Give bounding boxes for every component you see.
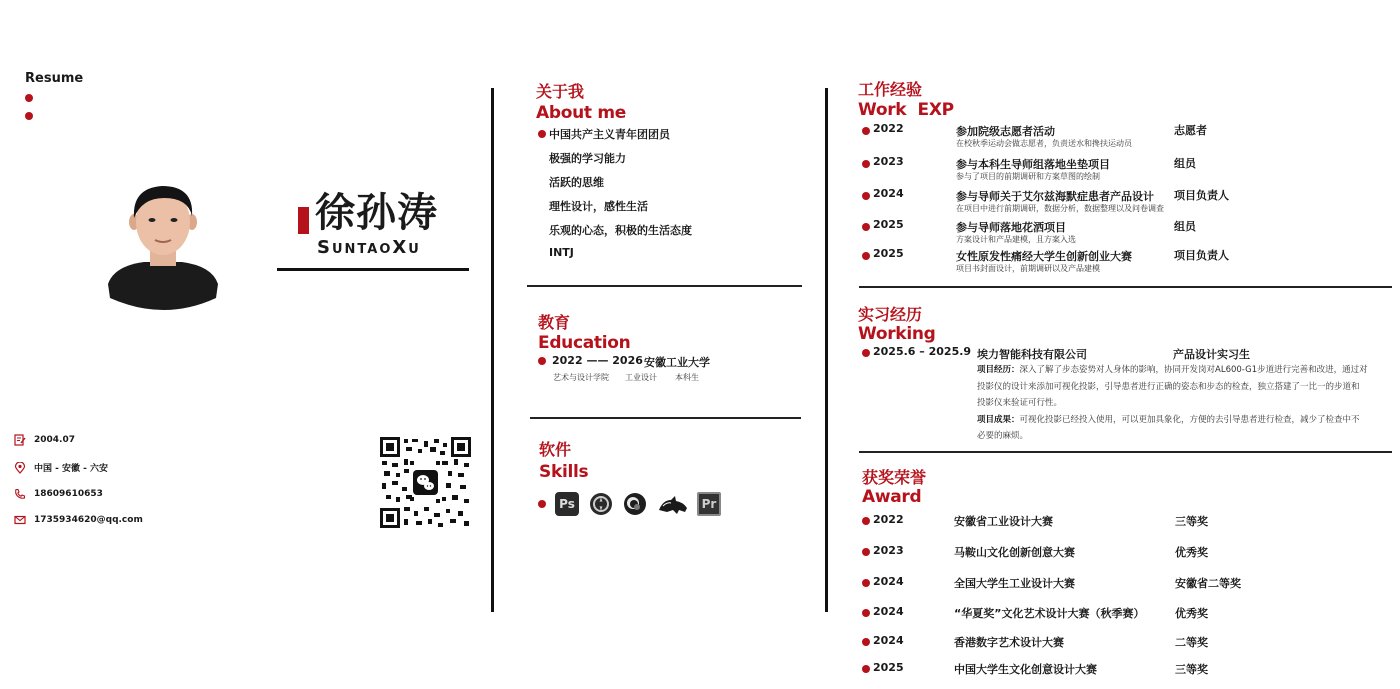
education-divider [530, 417, 801, 419]
skills-dot [538, 500, 546, 508]
work-title-cn: 工作经验 [858, 80, 923, 99]
header-dot-2 [25, 112, 33, 120]
edit-icon [14, 434, 26, 446]
award-title-en: Award [862, 487, 922, 507]
education-title-en: Education [538, 333, 631, 353]
education-period: 2022 —— 2026 [552, 354, 643, 367]
wechat-qr-code[interactable] [380, 437, 471, 528]
name-cn: 徐孙涛 [315, 190, 438, 236]
education-school: 安徽工业大学 [644, 356, 710, 369]
work-divider [859, 286, 1392, 288]
about-item: 活跃的思维 [549, 176, 604, 189]
award-title-cn: 获奖荣誉 [862, 468, 927, 487]
location-icon [14, 462, 26, 474]
left-divider [491, 88, 494, 612]
skills-title-cn: 软件 [539, 440, 572, 459]
contact-birth-text: 2004.07 [34, 435, 75, 445]
internship-period: 2025.6 – 2025.9 [873, 345, 972, 358]
avatar [104, 180, 222, 314]
about-title-cn: 关于我 [536, 82, 585, 101]
contact-phone-text: 18609610653 [34, 489, 103, 499]
internship-title-en: Working [858, 324, 936, 344]
education-major: 工业设计 [625, 373, 657, 382]
internship-exp: 项目经历：深入了解了步态姿势对人身体的影响，协同开发岗对AL600-G1步道进行完善和改进，通过对 投影仪的设计来添加可视化投影，引导患者进行正确的姿态和步态的检查，独立搭建了一比一的步道和 投影仪来验证可行性。 项目成果：可视化投影已经投入使用，可以更加具象化，方便的去引导患者进行检查，减少了检查中不 必要的麻烦。 [977, 365, 1368, 441]
internship-title-cn: 实习经历 [858, 305, 923, 324]
internship-divider [859, 451, 1392, 453]
award-item: 2025 中国大学生文化创意设计大赛 三等奖 [862, 661, 1392, 679]
work-item: 2022 参加院级志愿者活动 在校秋季运动会做志愿者，负责送水和搀扶运动员 志愿者 [862, 122, 1392, 152]
resume-label: Resume [25, 71, 84, 86]
photoshop-icon: Ps [555, 492, 579, 516]
education-college: 艺术与设计学院 [553, 373, 609, 382]
contact-email-text: 1735934620@qq.com [34, 515, 143, 525]
internship-position: 产品设计实习生 [1173, 348, 1250, 361]
name-en: SuntaoXu [317, 237, 421, 258]
award-item: 2023 马鞍山文化创新创意大赛 优秀奖 [862, 544, 1392, 562]
premiere-icon: Pr [697, 492, 721, 516]
keyshot-icon [589, 492, 613, 516]
education-dot [538, 357, 546, 365]
name-accent-bar [298, 207, 309, 234]
award-item: 2024 香港数字艺术设计大赛 二等奖 [862, 634, 1392, 652]
education-title-cn: 教育 [538, 313, 571, 332]
about-dot [538, 130, 546, 138]
award-item: 2024 “华夏奖”文化艺术设计大赛（秋季赛） 优秀奖 [862, 605, 1392, 623]
contact-phone [14, 488, 103, 500]
skills-title-en: Skills [539, 462, 589, 482]
phone-icon [14, 488, 26, 500]
internship-dot [862, 349, 870, 357]
about-item: 中国共产主义青年团团员 [549, 128, 670, 141]
work-item: 2023 参与本科生导师组落地坐垫项目 参与了项目的前期调研和方案草图的绘制 组员 [862, 155, 1392, 185]
award-item: 2024 全国大学生工业设计大赛 安徽省二等奖 [862, 575, 1392, 593]
contact-location-text: 中国 - 安徽 - 六安 [34, 464, 109, 474]
education-degree: 本科生 [675, 373, 699, 382]
award-item: 2022 安徽省工业设计大赛 三等奖 [862, 513, 1392, 531]
about-item: INTJ [549, 246, 574, 259]
about-item: 乐观的心态，积极的生活态度 [549, 224, 692, 237]
about-divider [527, 285, 802, 287]
name-underline [277, 268, 469, 271]
rhino-icon [657, 492, 689, 516]
c4d-icon [623, 492, 647, 516]
about-item: 极强的学习能力 [549, 152, 626, 165]
contact-email [14, 514, 143, 526]
mail-icon [14, 514, 26, 526]
contact-location [14, 461, 108, 474]
about-title-en: About me [536, 103, 626, 123]
work-item: 2025 女性原发性痛经大学生创新创业大赛 项目书封面设计，前期调研以及产品建模 项目负责人 [862, 247, 1392, 277]
right-divider [825, 88, 828, 612]
about-item: 理性设计，感性生活 [549, 200, 648, 213]
internship-company: 埃力智能科技有限公司 [977, 348, 1087, 361]
contact-birth [14, 434, 75, 446]
header-dot-1 [25, 94, 33, 102]
work-item: 2025 参与导师落地花洒项目 方案设计和产品建模，且方案入选 组员 [862, 218, 1392, 248]
work-item: 2024 参与导师关于艾尔兹海默症患者产品设计 在项目中进行前期调研，数据分析，数据整理以及问卷调查 项目负责人 [862, 187, 1392, 217]
work-title-en: Work EXP [858, 100, 954, 120]
